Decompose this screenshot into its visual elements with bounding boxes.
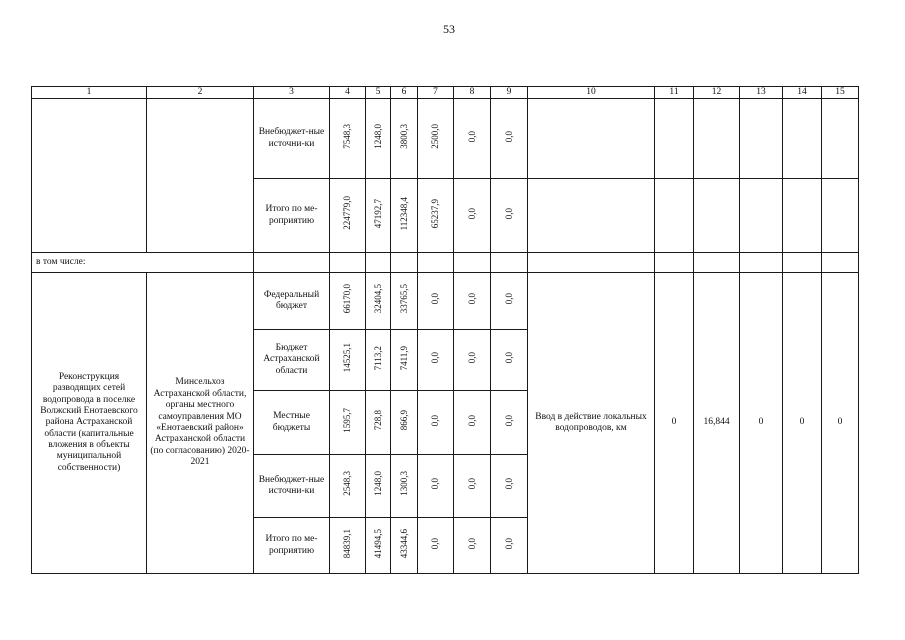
col-header: 8 [454,87,491,99]
col-header: 5 [366,87,391,99]
value-cell: 224779,0 [330,179,366,253]
empty-cell [32,99,147,253]
value-cell: 3800,3 [391,99,418,179]
value-cell: 0,0 [491,330,528,391]
value-cell: 0,0 [491,455,528,518]
col-header: 2 [147,87,254,99]
indicator-name: Ввод в действие локальных водопроводов, км [528,273,655,574]
empty-cell [454,253,491,273]
indicator-value: 0 [655,273,694,574]
measure-name: Реконструкция разводящих сетей водопровода в поселке Волжский Енотаевского района Астраханской области (капитальные вложения в объекты муниципальной собственности) [32,273,147,574]
empty-cell [528,99,655,179]
indicator-value: 0 [822,273,859,574]
empty-cell [491,253,528,273]
value-cell: 7548,3 [330,99,366,179]
empty-cell [740,99,783,179]
empty-cell [655,179,694,253]
value-cell: 32404,5 [366,273,391,330]
value-cell: 0,0 [491,99,528,179]
value-cell: 0,0 [454,99,491,179]
value-cell: 866,9 [391,391,418,455]
source-cell: Итого по ме-роприятию [254,179,330,253]
value-cell: 0,0 [491,391,528,455]
source-cell: Бюджет Астраханской области [254,330,330,391]
value-cell: 1248,0 [366,99,391,179]
empty-cell [528,179,655,253]
col-header: 7 [418,87,454,99]
table-row [32,99,859,179]
empty-cell [147,99,254,253]
value-cell: 2500,0 [418,99,454,179]
col-header: 4 [330,87,366,99]
value-cell: 47192,7 [366,179,391,253]
indicator-value: 0 [783,273,822,574]
budget-table [31,86,859,574]
value-cell: 65237,9 [418,179,454,253]
value-cell: 0,0 [454,273,491,330]
empty-cell [783,253,822,273]
empty-cell [822,253,859,273]
source-cell: Итого по ме-роприятию [254,518,330,574]
value-cell: 2548,3 [330,455,366,518]
section-label: в том числе: [32,253,254,273]
value-cell: 0,0 [418,391,454,455]
source-cell: Местные бюджеты [254,391,330,455]
value-cell: 84839,1 [330,518,366,574]
value-cell: 7411,9 [391,330,418,391]
value-cell: 0,0 [454,455,491,518]
value-cell: 43344,6 [391,518,418,574]
empty-cell [528,253,655,273]
indicator-value: 0 [740,273,783,574]
col-header: 10 [528,87,655,99]
value-cell: 0,0 [454,330,491,391]
value-cell: 0,0 [491,179,528,253]
col-header: 9 [491,87,528,99]
empty-cell [655,99,694,179]
empty-cell [254,253,330,273]
col-header: 15 [822,87,859,99]
value-cell: 0,0 [418,273,454,330]
empty-cell [418,253,454,273]
value-cell: 0,0 [418,518,454,574]
source-cell: Внебюджет-ные источни-ки [254,99,330,179]
empty-cell [783,99,822,179]
header-row [32,87,859,99]
empty-cell [822,99,859,179]
value-cell: 14525,1 [330,330,366,391]
source-cell: Внебюджет-ные источни-ки [254,455,330,518]
empty-cell [655,253,694,273]
value-cell: 0,0 [491,273,528,330]
col-header: 13 [740,87,783,99]
col-header: 12 [694,87,740,99]
value-cell: 0,0 [418,330,454,391]
value-cell: 728,8 [366,391,391,455]
table-row [32,273,859,330]
value-cell: 112348,4 [391,179,418,253]
value-cell: 1248,0 [366,455,391,518]
value-cell: 7113,2 [366,330,391,391]
empty-cell [740,253,783,273]
value-cell: 0,0 [454,179,491,253]
value-cell: 0,0 [491,518,528,574]
empty-cell [330,253,366,273]
empty-cell [694,253,740,273]
empty-cell [366,253,391,273]
empty-cell [694,99,740,179]
empty-cell [822,179,859,253]
col-header: 14 [783,87,822,99]
value-cell: 0,0 [454,518,491,574]
value-cell: 0,0 [454,391,491,455]
empty-cell [783,179,822,253]
value-cell: 33765,5 [391,273,418,330]
value-cell: 41494,5 [366,518,391,574]
measure-executor: Минсельхоз Астраханской области, органы местного самоуправления МО «Енотаевский район» Астраханской области (по согласованию) 2020-2021 [147,273,254,574]
col-header: 3 [254,87,330,99]
value-cell: 1595,7 [330,391,366,455]
col-header: 1 [32,87,147,99]
col-header: 6 [391,87,418,99]
value-cell: 66170,0 [330,273,366,330]
empty-cell [694,179,740,253]
page-number: 53 [443,22,455,36]
source-cell: Федеральный бюджет [254,273,330,330]
col-header: 11 [655,87,694,99]
section-row [32,253,859,273]
value-cell: 1300,3 [391,455,418,518]
indicator-value: 16,844 [694,273,740,574]
value-cell: 0,0 [418,455,454,518]
empty-cell [391,253,418,273]
empty-cell [740,179,783,253]
